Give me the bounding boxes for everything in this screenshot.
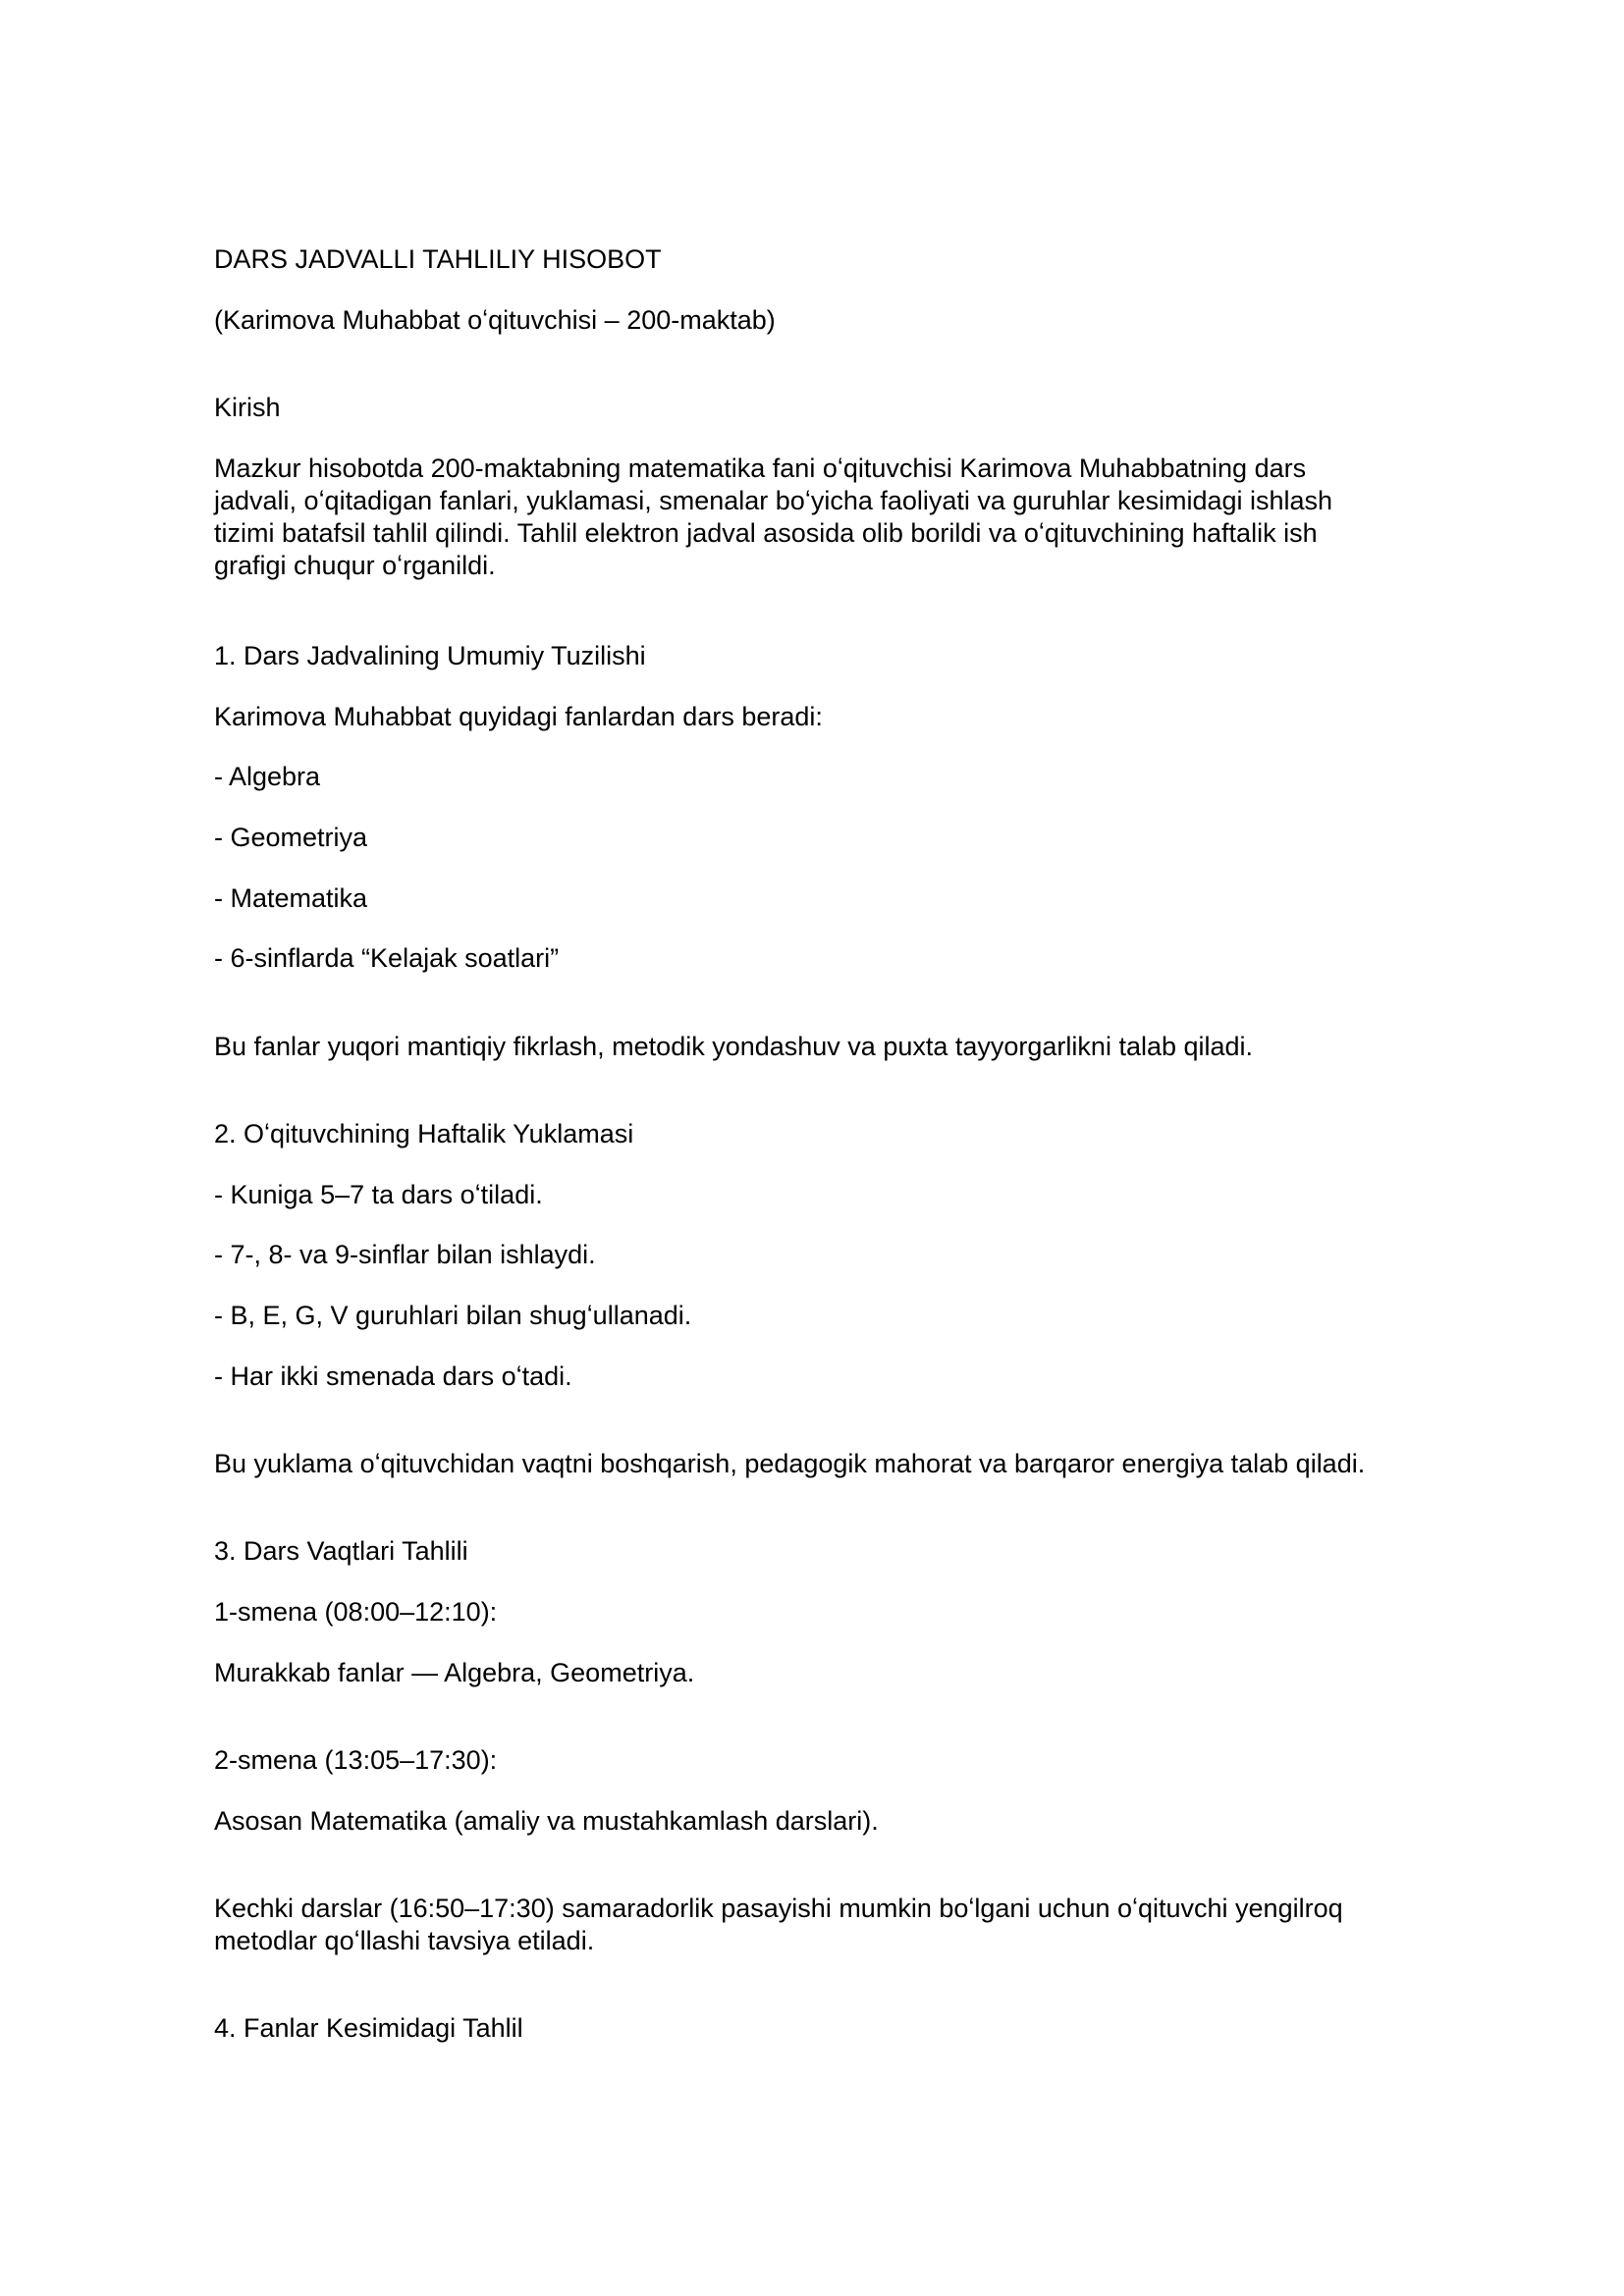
intro-line: tizimi batafsil tahlil qilindi. Tahlil elektron jadval asosida olib borildi va oʻqituvchining haftalik ish — [214, 518, 1318, 548]
shift2-label: 2-smena (13:05–17:30): — [214, 1745, 498, 1775]
section1-list-item: - Algebra — [214, 762, 321, 791]
intro-line: jadvali, oʻqitadigan fanlari, yuklamasi, smenalar boʻyicha faoliyati va guruhlar kesimidagi ishlash — [214, 486, 1333, 515]
section1-list-item: - 6-sinflarda “Kelajak soatlari” — [214, 943, 560, 973]
section1-lead: Karimova Muhabbat quyidagi fanlardan dars beradi: — [214, 702, 823, 731]
intro-heading: Kirish — [214, 393, 281, 422]
evening-paragraph — [214, 1893, 1432, 1957]
evening-line: Kechki darslar (16:50–17:30) samaradorlik pasayishi mumkin boʻlgani uchun oʻqituvchi yengilroq — [214, 1894, 1343, 1923]
section2-list-item: - 7-, 8- va 9-sinflar bilan ishlaydi. — [214, 1240, 596, 1269]
section2-conclusion: Bu yuklama oʻqituvchidan vaqtni boshqarish, pedagogik mahorat va barqaror energiya talab qiladi. — [214, 1449, 1366, 1478]
section1-heading: 1. Dars Jadvalining Umumiy Tuzilishi — [214, 641, 646, 670]
intro-paragraph — [214, 453, 1432, 582]
document-title: DARS JADVALLI TAHLILIY HISOBOT — [214, 244, 662, 274]
shift1-text: Murakkab fanlar — Algebra, Geometriya. — [214, 1658, 695, 1687]
section1-list-item: - Geometriya — [214, 823, 368, 852]
section1-list-item: - Matematika — [214, 883, 368, 913]
shift2-text: Asosan Matematika (amaliy va mustahkamlash darslari). — [214, 1806, 879, 1836]
section2-list-item: - Har ikki smenada dars oʻtadi. — [214, 1362, 572, 1391]
evening-line: metodlar qoʻllashi tavsiya etiladi. — [214, 1926, 595, 1955]
intro-line: grafigi chuqur oʻrganildi. — [214, 551, 496, 580]
document-subtitle: (Karimova Muhabbat oʻqituvchisi – 200-maktab) — [214, 305, 776, 335]
section4-heading: 4. Fanlar Kesimidagi Tahlil — [214, 2013, 523, 2043]
document-page — [214, 0, 1432, 2296]
section3-heading: 3. Dars Vaqtlari Tahlili — [214, 1536, 468, 1566]
section2-list-item: - B, E, G, V guruhlari bilan shugʻullanadi. — [214, 1301, 692, 1330]
section2-heading: 2. Oʻqituvchining Haftalik Yuklamasi — [214, 1119, 634, 1148]
section1-conclusion: Bu fanlar yuqori mantiqiy fikrlash, metodik yondashuv va puxta tayyorgarlikni talab qiladi. — [214, 1032, 1254, 1061]
shift1-label: 1-smena (08:00–12:10): — [214, 1597, 498, 1627]
section2-list-item: - Kuniga 5–7 ta dars oʻtiladi. — [214, 1180, 543, 1209]
intro-line: Mazkur hisobotda 200-maktabning matematika fani oʻqituvchisi Karimova Muhabbatning dars — [214, 454, 1307, 483]
